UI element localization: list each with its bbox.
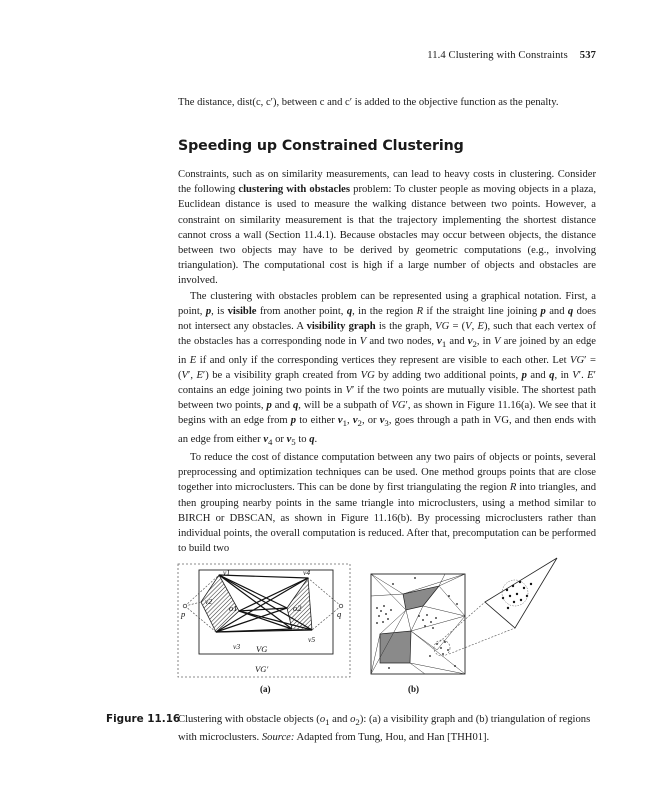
- caption-o2-sub: 2: [355, 717, 360, 728]
- caption-text-3: ): (a) a visibility graph and (b) triangulation of regions with microclusters.: [178, 714, 591, 744]
- label-v5: v5: [308, 635, 316, 644]
- caption-o1-sub: 1: [325, 717, 330, 728]
- caption-source-label: Source:: [261, 732, 295, 744]
- caption-text-2: and: [329, 714, 351, 725]
- label-v2: v2: [205, 597, 213, 606]
- label-p: p: [181, 609, 186, 619]
- figure-11-16: [175, 556, 600, 698]
- label-q: q: [337, 609, 342, 619]
- caption-label: Figure 11.16: [106, 713, 181, 725]
- label-v3: v3: [233, 642, 241, 651]
- figure-illustration: [175, 556, 600, 698]
- label-vg-prime: VG′: [255, 664, 269, 674]
- caption-text-1: Clustering with obstacle objects (: [178, 714, 320, 725]
- panel-b-label: (b): [408, 684, 419, 694]
- caption-o2: o: [350, 714, 356, 725]
- panel-b-triangulation: [371, 558, 557, 674]
- zoomed-triangle: [485, 558, 557, 628]
- obstacle-b2: [380, 631, 411, 663]
- zoomed-points: [502, 581, 532, 609]
- paragraph-3: To reduce the cost of distance computation between any two pairs of objects or points, several preprocessing and optimization techniques can be used. One method groups points that are close together into microclusters. This can be done by first triangulating the region R into triangles, and then grouping nearby points in the same triangle into microclusters, using a method similar to BIRCH or DBSCAN, as shown in Figure 11.16(b). By processing microclusters rather than individual points, the overall computation is reduced. After that, precomputation can be performed to build two: [178, 451, 596, 555]
- page-number: 537: [579, 50, 596, 61]
- caption-text: [178, 712, 602, 745]
- paragraph-1: Constraints, such as on similarity measurements, can lead to heavy costs in clustering. Consider the following clustering with obstacles problem: To cluster people as moving objects in a plaza, Euclidean distance is used to measure the walking distance between two points. However, a constraint on similarity measurement is that the trajectory implementing the shortest distance cannot cross a wall (Section 11.4.1). Because obstacles may occur between objects, the distance between two objects may have to be derived by geometric computations (e.g., involving triangulation). The computational cost is high if a large number of objects and obstacles are involved.: [178, 169, 597, 287]
- running-head: [427, 50, 596, 61]
- body-text: [178, 167, 596, 556]
- label-v4: v4: [303, 568, 311, 577]
- point-q: [339, 604, 343, 608]
- caption-o1: o: [319, 714, 326, 725]
- label-vg: VG: [256, 644, 268, 654]
- label-o2: o2: [293, 603, 302, 613]
- panel-a-visibility-graph: [178, 564, 350, 677]
- lead-paragraph: The distance, dist(c, c′), between c and c′ is added to the objective function as the penalty.: [178, 97, 559, 108]
- panel-a-label: (a): [260, 684, 271, 694]
- zoom-lines: [434, 602, 515, 656]
- paragraph-2: The clustering with obstacles problem can be represented using a graphical notation. First, a point, p, is visible from another point, q, in the region R if the straight line joining p and q does not intersect any obstacles. A visibility graph is the graph, VG = (V, E), such that each vertex of the obstacles has a corresponding node in V and two nodes, $v_1$ and $v_2$, in V are joined by an edge in E if and only if the corresponding vertices they represent are visible to each other. Let VG′ = (V′, E′) be a visibility graph created from VG by adding two additional points, p and q, in V′. E′ contains an edge joining two points in V′ if the two points are mutually visible. The shortest path between two points, p and q, will be a subpath of VG′, as shown in Figure 11.16(a). We see that it begins with an edge from p to either $v_1$, $v_2$, or $v_3$, goes through a path in VG, and then ends with an edge from either $v_4$ or $v_5$ to q.: [178, 290, 597, 447]
- point-p: [183, 604, 187, 608]
- running-head-section: 11.4 Clustering with Constraints: [427, 50, 568, 61]
- caption-source-text: Adapted from Tung, Hou, and Han [THH01].: [294, 732, 490, 744]
- section-title: Speeding up Constrained Clustering: [178, 138, 464, 154]
- obstacle-b1: [403, 586, 439, 610]
- label-o1: o1: [229, 603, 238, 613]
- label-v1: v1: [223, 568, 231, 577]
